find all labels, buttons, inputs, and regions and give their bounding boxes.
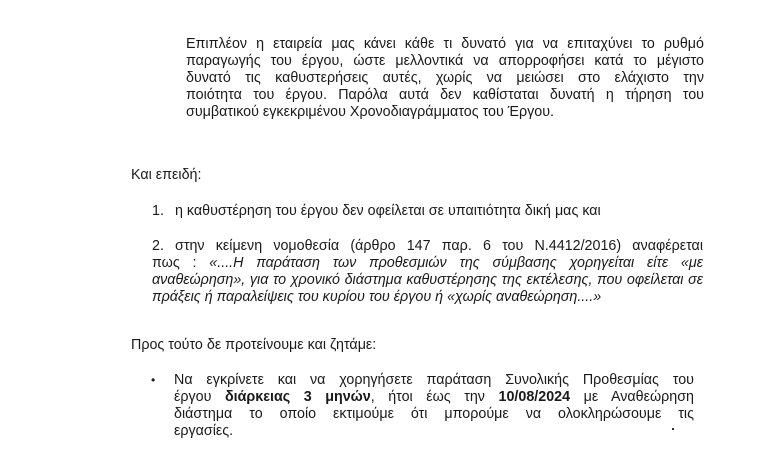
point-2-lead-in: πως : xyxy=(152,255,210,271)
request-line-3: διάστημα το οποίο εκτιμούμε ότι μπορούμε να ολοκληρώσουμε τις xyxy=(174,406,694,422)
request-line-2-c: , ήτοι έως την xyxy=(370,389,499,405)
intro-line: παραγωγής του έργου, ώστε μελλοντικά να απορροφήσει κατά το μέγιστο xyxy=(186,53,704,69)
point-1-number: 1. xyxy=(152,203,164,219)
point-2-line-1: στην κείμενη νομοθεσία (άρθρο 147 παρ. 6 του Ν.4412/2016) αναφέρεται xyxy=(175,238,703,254)
point-2-quote-start: «....Η παράταση των προθεσμιών της σύμβασης χορηγείται είτε «με xyxy=(209,255,703,271)
request-line-2 xyxy=(174,389,694,406)
whereas-heading: Και επειδή: xyxy=(131,167,202,183)
point-2-line-4: πράξεις ή παραλείψεις του κυρίου του έργου ή «χωρίς αναθεώρηση....» xyxy=(152,289,602,305)
intro-line: Επιπλέον η εταιρεία μας κάνει κάθε τι δυνατό για να επιταχύνει το ρυθμό xyxy=(186,36,704,52)
request-line-4: εργασίες. xyxy=(174,423,234,439)
stray-dot xyxy=(672,428,674,430)
bullet-icon: • xyxy=(151,373,156,387)
deadline-date: 10/08/2024 xyxy=(498,389,571,405)
request-heading: Προς τούτο δε προτείνουμε και ζητάμε: xyxy=(131,337,377,353)
point-2-number: 2. xyxy=(152,238,164,254)
point-1-text: η καθυστέρηση του έργου δεν οφείλεται σε υπαιτιότητα δική μας και xyxy=(175,203,601,219)
point-2-line-3: αναθεώρηση», για το χρονικό διάστημα καθυστέρησης της εκτέλεσης, που οφείλεται σε xyxy=(152,272,703,288)
point-2-text xyxy=(152,238,703,306)
request-line-2-e: με Αναθεώρηση xyxy=(570,389,694,405)
intro-line: δυνατό τις καθυστερήσεις αυτές, χωρίς να μειώσει στο ελάχιστο την xyxy=(186,70,704,86)
intro-line: συμβατικού εγκεκριμένου Χρονοδιαγράμματος του Έργου. xyxy=(186,104,554,120)
point-2-line-2 xyxy=(152,255,703,272)
intro-paragraph xyxy=(186,36,704,121)
intro-line: ποιότητα του έργου. Παρόλα αυτά δεν καθίσταται δυνατή η τήρηση του xyxy=(186,87,704,103)
request-line-2-a: έργου xyxy=(174,389,225,405)
duration-emphasis: διάρκειας 3 μηνών xyxy=(224,389,371,405)
request-line-1: Να εγκρίνετε και να χορηγήσετε παράταση Συνολικής Προθεσμίας του xyxy=(174,372,694,388)
request-text xyxy=(174,372,694,440)
